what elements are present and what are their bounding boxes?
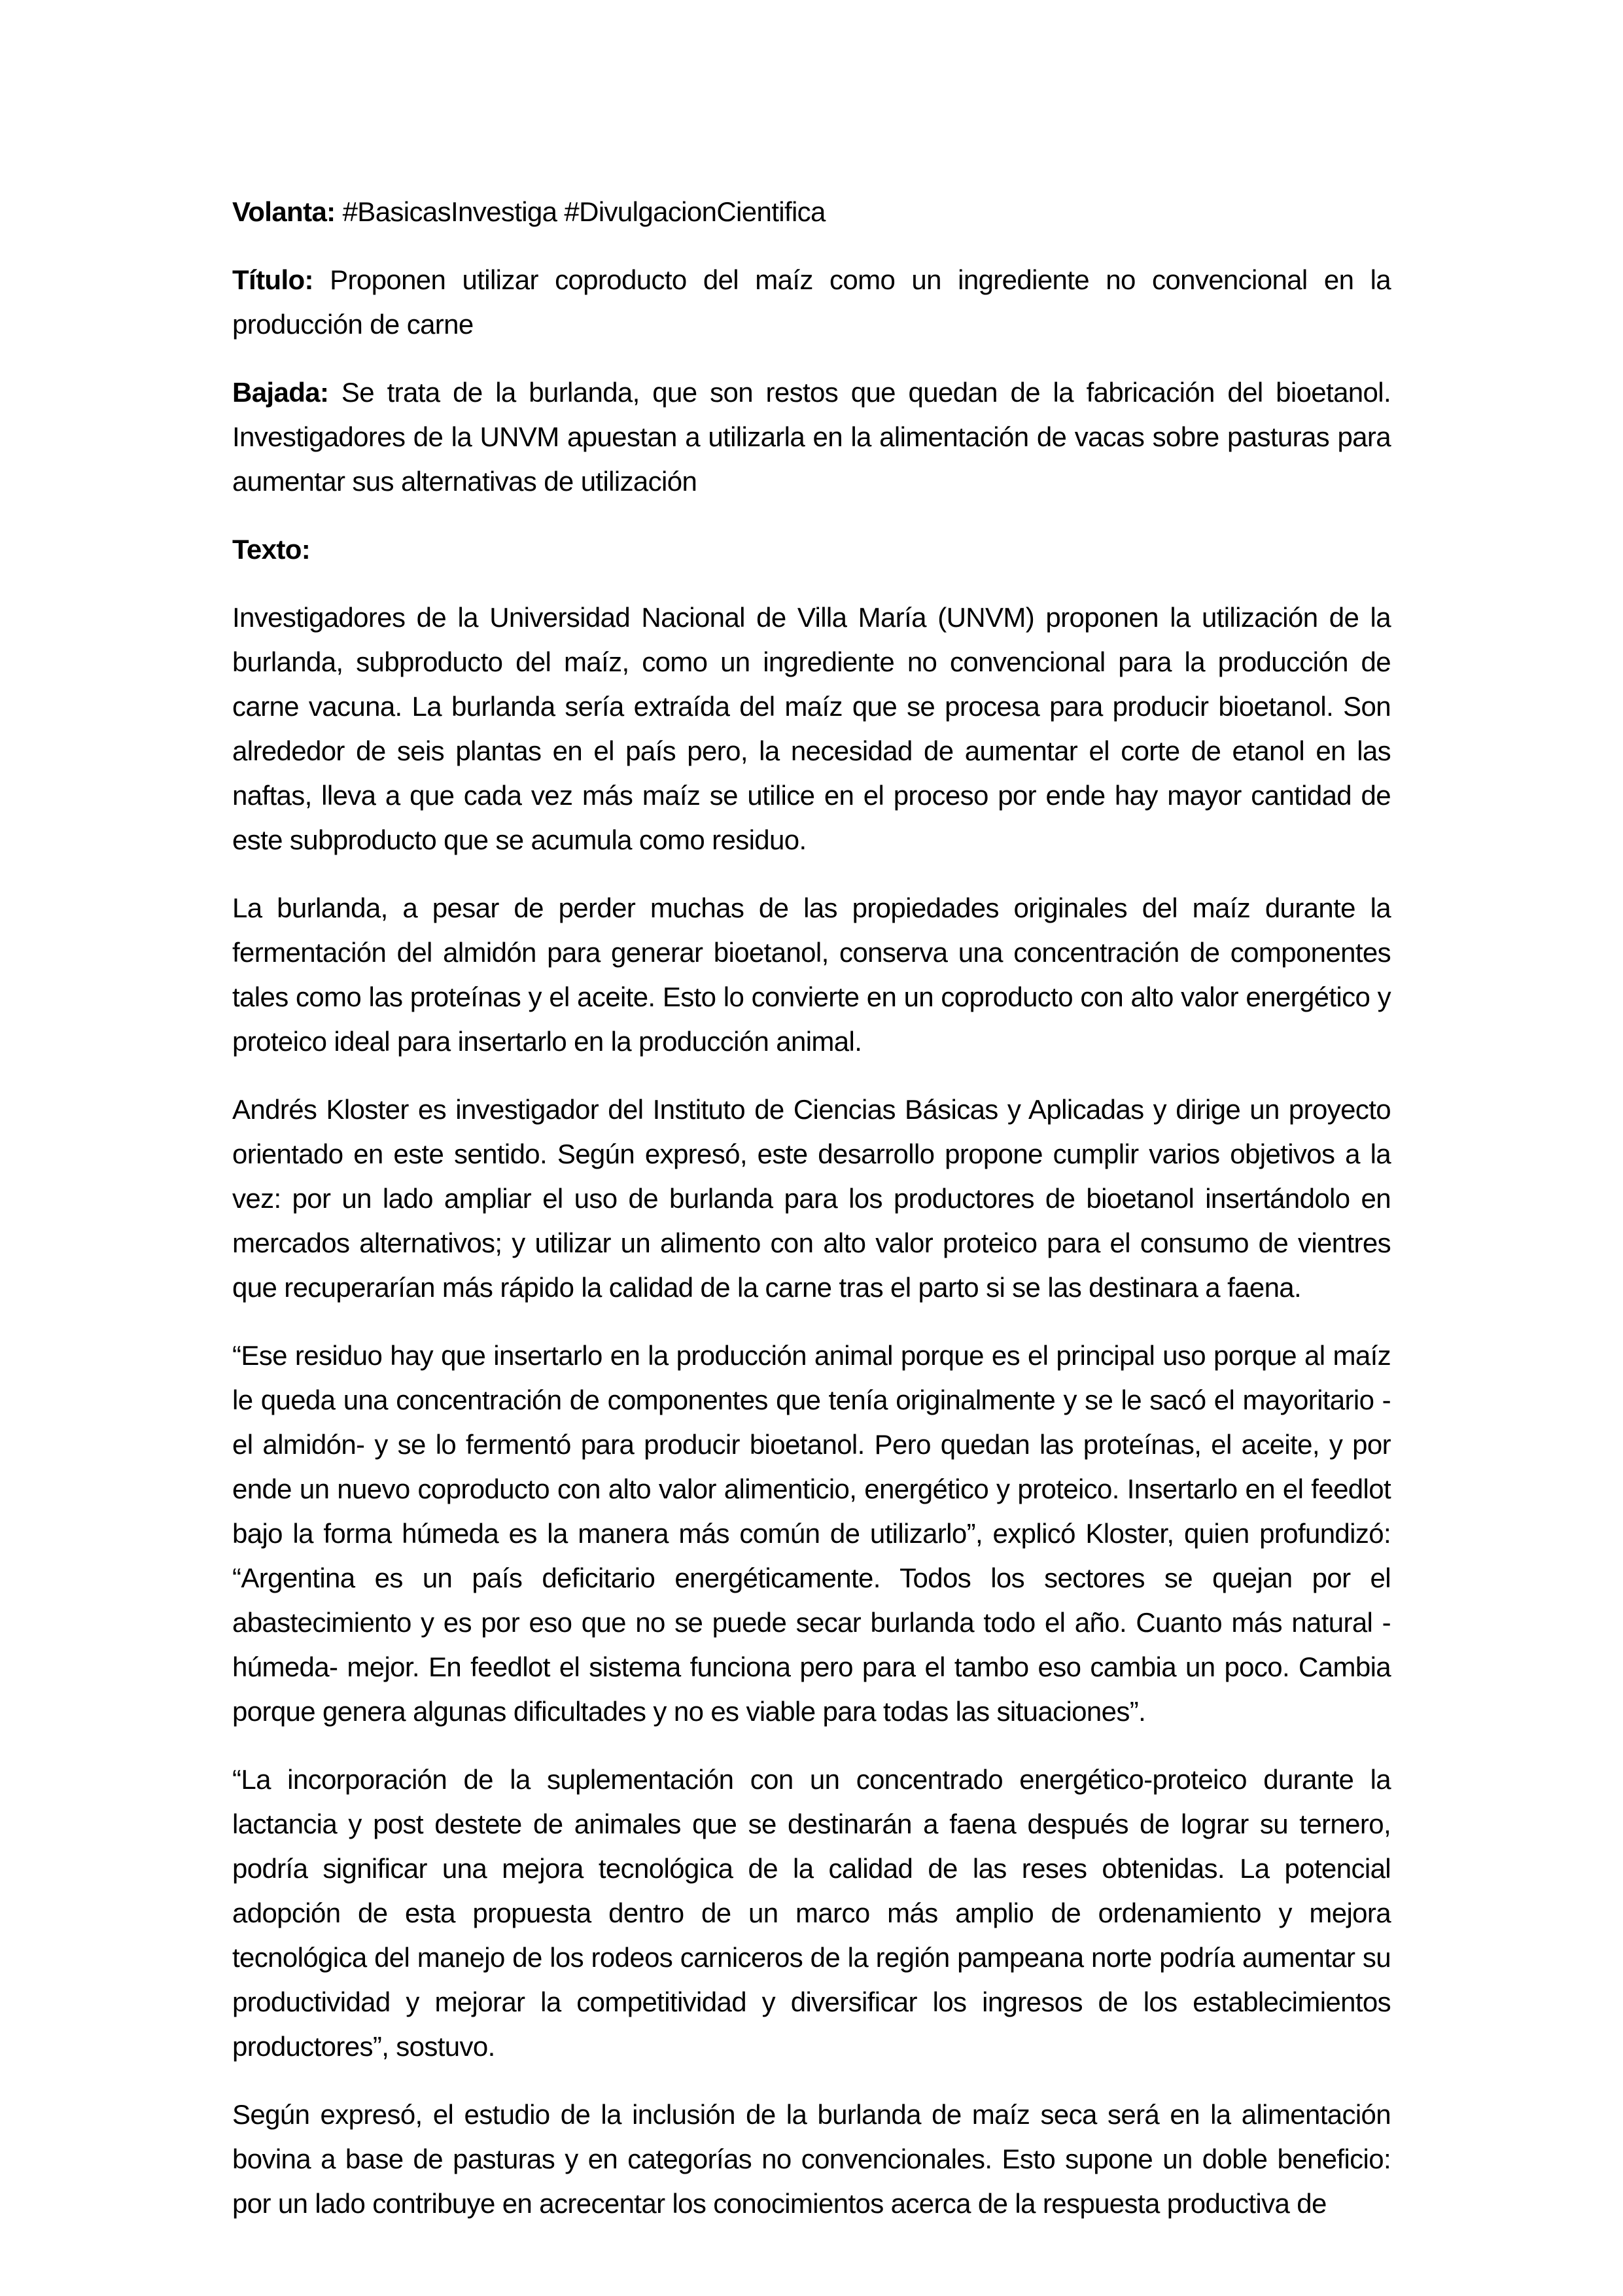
body-paragraph-6: Según expresó, el estudio de la inclusión de la burlanda de maíz seca será en la alimentación bovina a base de pasturas y en categorías no convencionales. Esto supone un doble beneficio: por un lado contribuye en acrecentar los conocimientos acerca de la respuesta productiva de	[232, 2099, 1391, 2219]
body-paragraph-5: “La incorporación de la suplementación con un concentrado energético-proteico durante la lactancia y post destete de animales que se destinarán a faena después de lograr su ternero, podría significar una mejora tecnológica de la calidad de las reses obtenidas. La potencial adopción de esta propuesta dentro de un marco más amplio de ordenamiento y mejora tecnológica del manejo de los rodeos carniceros de la región pampeana norte podría aumentar su productividad y mejorar la competitividad y diversificar los ingresos de los establecimientos productores”, sostuvo.	[232, 1764, 1391, 2062]
bajada-label: Bajada:	[232, 377, 329, 408]
body-paragraph-2: La burlanda, a pesar de perder muchas de las propiedades originales del maíz durante la fermentación del almidón para generar bioetanol, conserva una concentración de componentes tales como las proteínas y el aceite. Esto lo convierte en un coproducto con alto valor energético y proteico ideal para insertarlo en la producción animal.	[232, 892, 1391, 1057]
titulo-text: Proponen utilizar coproducto del maíz como un ingrediente no convencional en la producción de carne	[232, 264, 1391, 340]
volanta-line	[232, 190, 1391, 234]
titulo-label: Título:	[232, 264, 313, 295]
texto-heading: Texto:	[232, 534, 311, 565]
bajada-text: Se trata de la burlanda, que son restos que quedan de la fabricación del bioetanol. Investigadores de la UNVM apuestan a utilizarla en la alimentación de vacas sobre pasturas para aumentar sus alternativas de utilización	[232, 377, 1391, 497]
titulo-line	[232, 258, 1391, 347]
body-paragraph-4: “Ese residuo hay que insertarlo en la producción animal porque es el principal uso porque al maíz le queda una concentración de componentes que tenía originalmente y se le sacó el mayoritario -el almidón- y se lo fermentó para producir bioetanol. Pero quedan las proteínas, el aceite, y por ende un nuevo coproducto con alto valor alimenticio, energético y proteico. Insertarlo en el feedlot bajo la forma húmeda es la manera más común de utilizarlo”, explicó Kloster, quien profundizó: “Argentina es un país deficitario energéticamente. Todos los sectores se quejan por el abastecimiento y es por eso que no se puede secar burlanda todo el año. Cuanto más natural -húmeda- mejor. En feedlot el sistema funciona pero para el tambo eso cambia un poco. Cambia porque genera algunas dificultades y no es viable para todas las situaciones”.	[232, 1340, 1391, 1727]
volanta-label: Volanta:	[232, 196, 336, 227]
body-paragraph-3: Andrés Kloster es investigador del Instituto de Ciencias Básicas y Aplicadas y dirige un proyecto orientado en este sentido. Según expresó, este desarrollo propone cumplir varios objetivos a la vez: por un lado ampliar el uso de burlanda para los productores de bioetanol insertándolo en mercados alternativos; y utilizar un alimento con alto valor proteico para el consumo de vientres que recuperarían más rápido la calidad de la carne tras el parto si se las destinara a faena.	[232, 1094, 1391, 1303]
body-paragraph-1: Investigadores de la Universidad Nacional de Villa María (UNVM) proponen la utilización de la burlanda, subproducto del maíz, como un ingrediente no convencional para la producción de carne vacuna. La burlanda sería extraída del maíz que se procesa para producir bioetanol. Son alrededor de seis plantas en el país pero, la necesidad de aumentar el corte de etanol en las naftas, lleva a que cada vez más maíz se utilice en el proceso por ende hay mayor cantidad de este subproducto que se acumula como residuo.	[232, 602, 1391, 855]
bajada-line	[232, 370, 1391, 504]
volanta-text: #BasicasInvestiga #DivulgacionCientifica	[342, 196, 826, 227]
